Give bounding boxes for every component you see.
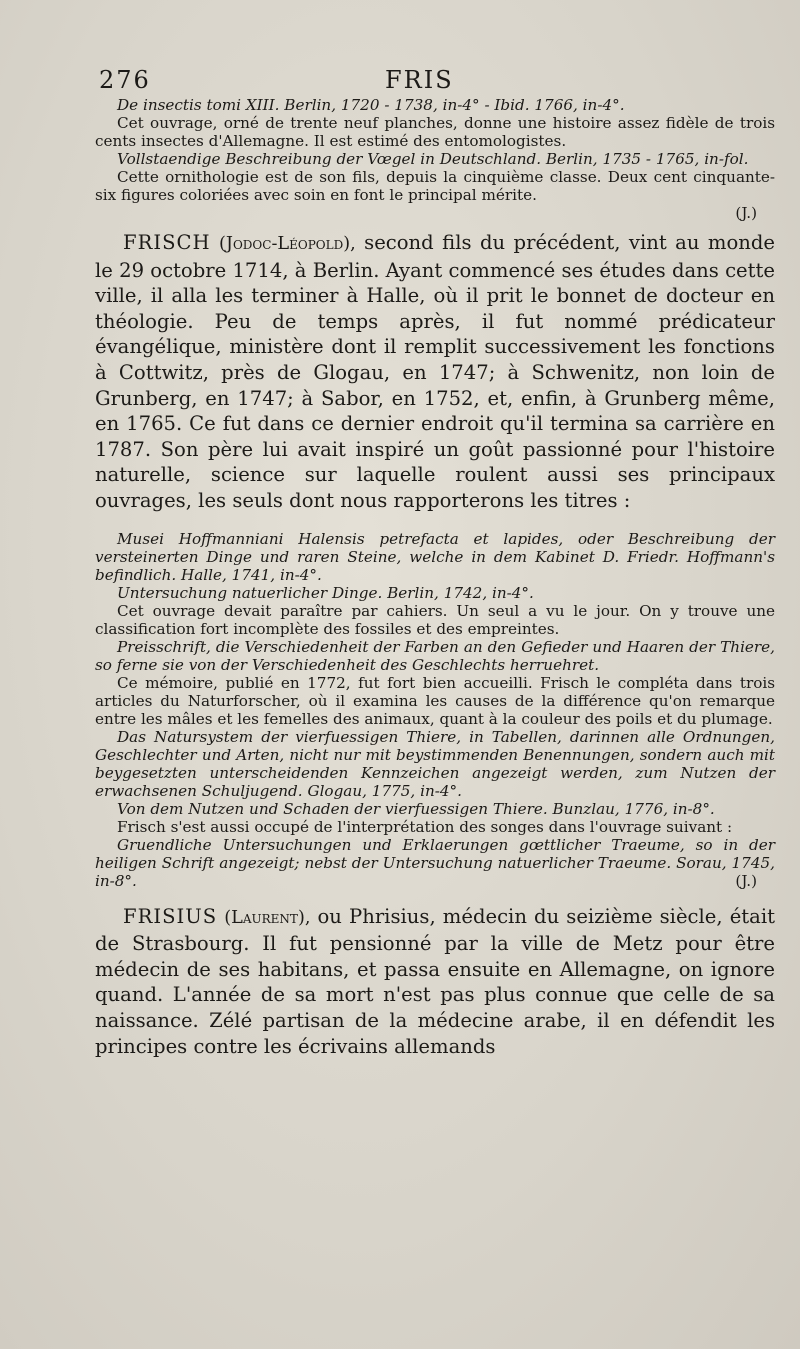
work-title: Das Natursystem der vierfuessigen Thiere, in Tabellen, darinnen alle Ordnungen, Geschlechter und Arten, nicht nur mit beystimmenden Benennungen, sondern auch mit beygesetzten unterscheidenden Kennzeichen angezeigt werden, zum Nutzen der erwachsenen Schuljugend. Glogau, 1775, in-4°. [95,727,775,800]
work-title: Vollstaendige Beschreibung der Vœgel in Deutschland. Berlin, 1735 - 1765, in-fol. [117,150,749,168]
page-text [95,60,775,1059]
works-list [95,530,775,890]
entry-body: second fils du précédent, vint au monde le 29 octobre 1714, à Berlin. Ayant commencé ses études dans cette ville, il alla les terminer à Halle, où il prit le bonnet de docteur en théologie. Peu de temps après, il fut nommé prédicateur évangélique, ministère dont il remplit successivement les fonctions à Cottwitz, près de Glogau, en 1747; à Schwenitz, non loin de Grunberg, en 1747; à Sabor, en 1752, et, enfin, à Grunberg même, en 1765. Ce fut dans ce dernier endroit qu'il termina sa carrière en 1787. Son père lui avait inspiré un goût passionné pour l'histoire naturelle, science sur laquelle roulent aussi ses principaux ouvrages, les seuls dont nous rapporterons les titres : [95,231,776,512]
entry-given-name: (Jodoc-Léopold), [219,234,356,254]
work-title: Von dem Nutzen und Schaden der vierfuessigen Thiere. Bunzlau, 1776, in-8°. [117,799,715,818]
entry-frisch [95,230,775,514]
page-header [95,60,775,96]
author-signature: (J.) [735,204,757,222]
entry-body: ou Phrisius, médecin du seizième siècle, était de Strasbourg. Il fut pensionné par la ville de Metz pour être médecin de ses habitans, et passa ensuite en Allemagne, on ignore quand. L'année de sa mort n'est pas plus connue que celle de sa naissance. Zélé partisan de la médecine arabe, il en défendit les principes contre les écrivains allemands [95,904,775,1058]
previous-entry-continuation [95,96,775,222]
work-comment: Ce mémoire, publié en 1772, fut fort bien accueilli. Frisch le compléta dans trois articles du Naturforscher, où il examina les causes de la différence qu'on remarque entre les mâles et les femelles des animaux, quant à la couleur des poils et du plumage. [95,673,775,728]
entry-name: FRISIUS [123,904,218,928]
work-comment: Cet ouvrage, orné de trente neuf planches, donne une histoire assez fidèle de trois cents insectes d'Allemagne. Il est estimé des entomologistes. [95,114,775,150]
work-title: Gruendliche Untersuchungen und Erklaerungen gœttlicher Traeume, so in der heiligen Schrift angezeigt; nebst der Untersuchung natuerlicher Traeume. Sorau, 1745, in-8°. (J.) [95,835,775,890]
running-title: FRIS [385,66,454,94]
work-title: De insectis tomi XIII. Berlin, 1720 - 1738, in-4° - Ibid. 1766, in-4°. [117,96,625,114]
work-comment: Cette ornithologie est de son fils, depuis la cinquième classe. Deux cent cinquante-six figures coloriées avec soin en font le principal mérite. [95,168,775,204]
entry-given-name: (Laurent), [224,907,311,928]
entry-name: FRISCH [123,231,211,254]
page-number: 276 [99,66,151,94]
work-title: Untersuchung natuerlicher Dinge. Berlin, 1742, in-4°. [117,583,534,602]
work-comment: Frisch s'est aussi occupé de l'interprétation des songes dans l'ouvrage suivant : [117,817,733,836]
work-comment: Cet ouvrage devait paraître par cahiers. Un seul a vu le jour. On y trouve une classification fort incomplète des fossiles et des empreintes. [95,601,775,638]
entry-frisius [95,904,775,1060]
author-signature: (J.) [735,871,757,890]
work-title: Preisschrift, die Verschiedenheit der Farben an den Gefieder und Haaren der Thiere, so ferne sie von der Verschiedenheit des Geschlechts herruehret. [95,637,775,674]
work-title: Musei Hoffmanniani Halensis petrefacta et lapides, oder Beschreibung der versteinerten Dinge und raren Steine, welche in dem Kabinet D. Friedr. Hoffmann's befindlich. Halle, 1741, in-4°. [95,529,775,584]
